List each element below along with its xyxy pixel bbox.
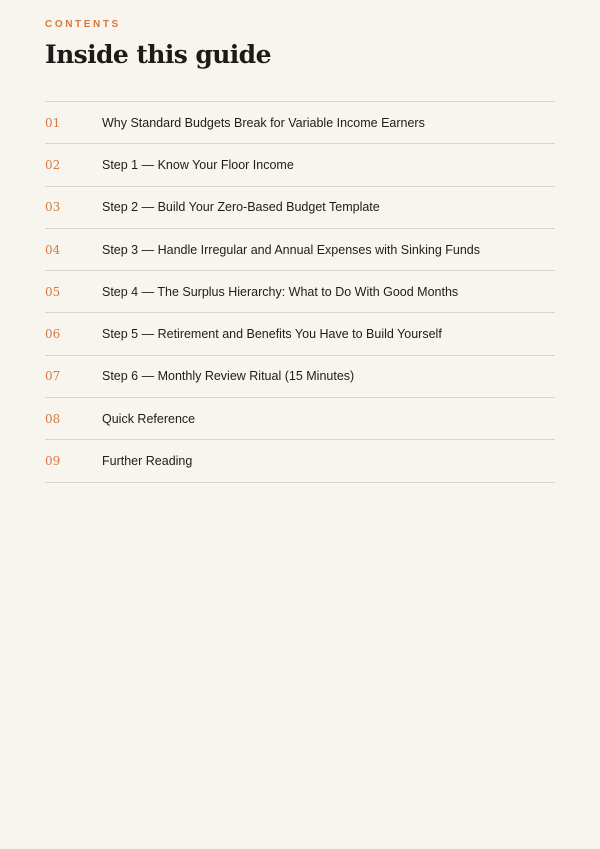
toc-label: Further Reading xyxy=(102,454,193,469)
toc-item[interactable] xyxy=(45,102,555,144)
toc-label: Step 3 — Handle Irregular and Annual Expenses with Sinking Funds xyxy=(102,242,481,257)
toc-number: 04 xyxy=(45,242,61,257)
toc-item[interactable] xyxy=(45,398,555,440)
toc-label: Quick Reference xyxy=(102,411,196,426)
section-eyebrow: CONTENTS xyxy=(45,19,121,30)
toc-item[interactable] xyxy=(45,187,555,229)
page-title: Inside this guide xyxy=(45,40,271,69)
toc-number: 07 xyxy=(45,369,61,384)
table-of-contents xyxy=(45,101,555,483)
toc-item[interactable] xyxy=(45,313,555,355)
toc-number: 05 xyxy=(45,284,61,299)
toc-label: Step 1 — Know Your Floor Income xyxy=(102,157,294,172)
toc-label: Step 5 — Retirement and Benefits You Have to Build Yourself xyxy=(102,327,442,342)
toc-number: 01 xyxy=(45,115,61,130)
toc-label: Step 6 — Monthly Review Ritual (15 Minutes) xyxy=(102,369,355,384)
toc-number: 08 xyxy=(45,411,61,426)
toc-number: 09 xyxy=(45,454,61,469)
toc-item[interactable] xyxy=(45,271,555,313)
toc-number: 06 xyxy=(45,327,61,342)
toc-item[interactable] xyxy=(45,144,555,186)
toc-number: 02 xyxy=(45,157,61,172)
toc-item[interactable] xyxy=(45,229,555,271)
toc-item[interactable] xyxy=(45,440,555,483)
toc-label: Why Standard Budgets Break for Variable Income Earners xyxy=(102,115,425,130)
toc-item[interactable] xyxy=(45,356,555,398)
toc-number: 03 xyxy=(45,200,61,215)
toc-label: Step 2 — Build Your Zero-Based Budget Template xyxy=(102,200,380,215)
toc-label: Step 4 — The Surplus Hierarchy: What to Do With Good Months xyxy=(102,284,459,299)
